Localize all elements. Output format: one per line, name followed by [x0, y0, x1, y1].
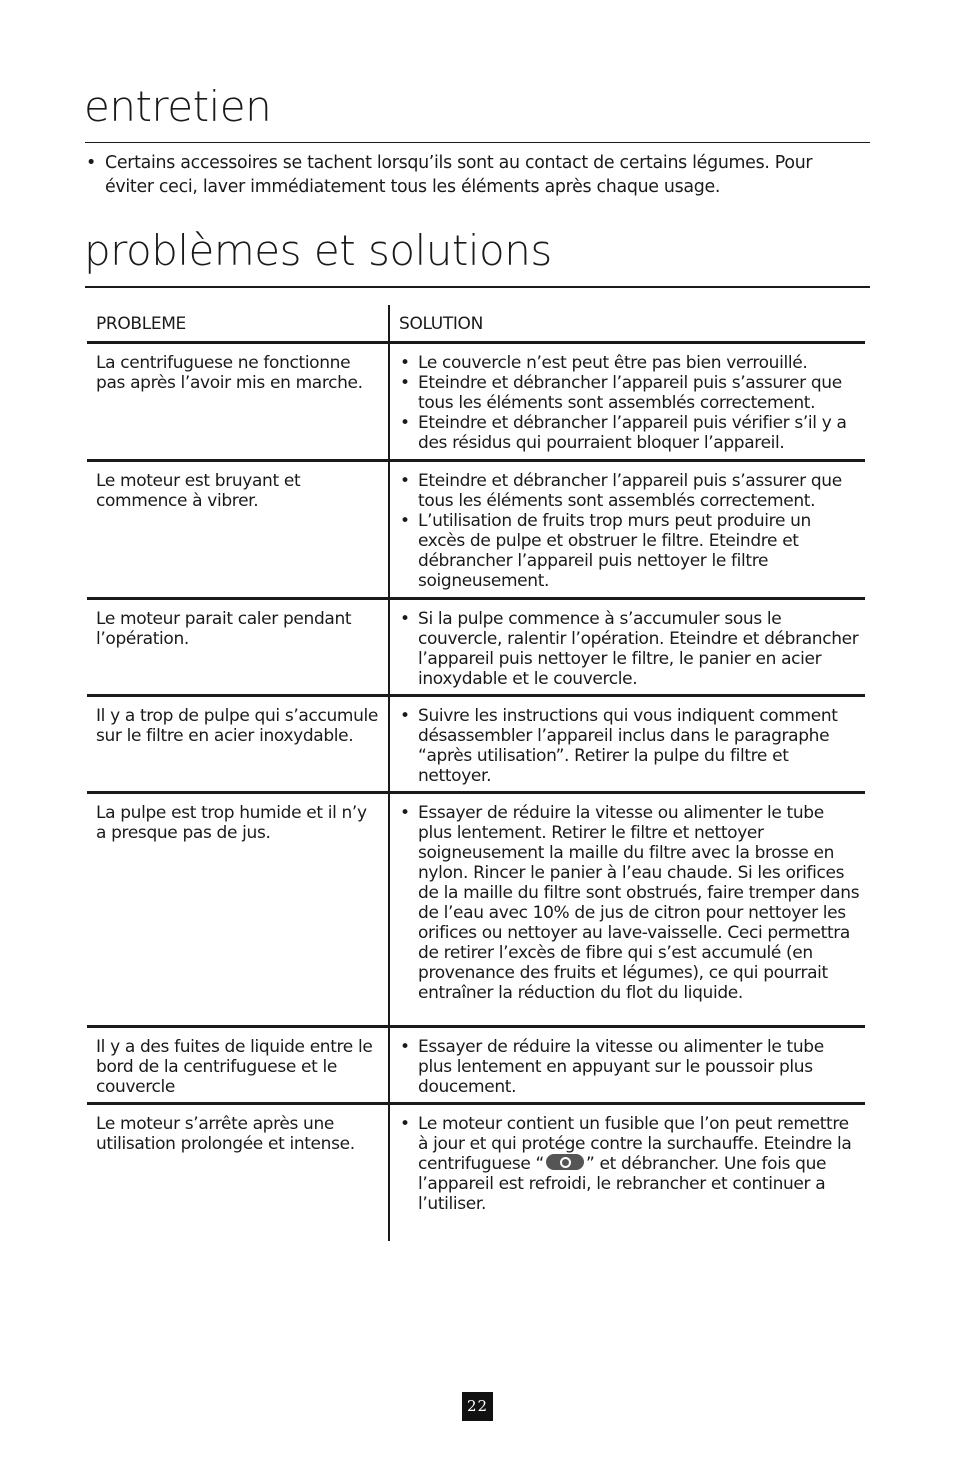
problem-cell: La pulpe est trop humide et il n’y a presque pas de jus. [87, 793, 389, 1027]
solution-cell [389, 461, 865, 599]
section-title-maintenance: entretien [84, 82, 272, 131]
troubleshooting-table [87, 305, 865, 1241]
solution-cell [389, 343, 865, 461]
table-header-row [87, 305, 865, 343]
solution-item: • Essayer de réduire la vitesse ou alimenter le tube plus lentement. Retirer le filtre et nettoyer soigneusement la maille du filtre avec la brosse en nylon. Rincer le panier à l’eau chaude. Si les orifices de la maille du filtre sont obstrués, faire tremper dans de l’eau avec 10% de jus de citron pour nettoyer les orifices ou nettoyer au lave-vaisselle. Ceci permettra de retirer l’excès de fibre qui s’est accumulé (en provenance des fruits et légumes), ce qui pourrait entraîner la réduction du flot du liquide. [399, 803, 861, 1003]
section-title-troubleshooting: problèmes et solutions [84, 226, 552, 275]
solution-cell [389, 599, 865, 696]
solution-text-before-icon: Le moteur contient un fusible que l’on peut remettre à jour et qui protége contre la surchauffe. Eteindre la centrifuguese “ [418, 1114, 852, 1174]
solution-cell [389, 696, 865, 793]
problem-cell: Il y a des fuites de liquide entre le bord de la centrifuguese et le couvercle [87, 1027, 389, 1104]
title-divider [85, 286, 870, 288]
table-row [87, 461, 865, 599]
title-divider [85, 142, 870, 143]
table-row [87, 793, 865, 1027]
problem-cell: La centrifuguese ne fonctionne pas après l’avoir mis en marche. [87, 343, 389, 461]
table-row [87, 599, 865, 696]
solution-text-after-icon: ” et débrancher. Une fois que l’appareil est refroidi, le rebrancher et continuer a l’utiliser. [418, 1154, 827, 1214]
table-row [87, 1027, 865, 1104]
problem-cell: Le moteur parait caler pendant l’opération. [87, 599, 389, 696]
solution-item: • L’utilisation de fruits trop murs peut produire un excès de pulpe et obstruer le filtre. Eteindre et débrancher l’appareil puis nettoyer le filtre soigneusement. [399, 511, 861, 591]
column-header-problem: PROBLEME [87, 305, 389, 343]
solution-item [399, 1114, 861, 1214]
table-row [87, 1104, 865, 1242]
solution-cell [389, 1104, 865, 1242]
problem-cell: Le moteur est bruyant et commence à vibrer. [87, 461, 389, 599]
table-row [87, 343, 865, 461]
solution-item: • Eteindre et débrancher l’appareil puis vérifier s’il y a des résidus qui pourraient bloquer l’appareil. [399, 413, 861, 453]
solution-cell [389, 793, 865, 1027]
bullet-mark: • [86, 153, 96, 173]
solution-item: • Eteindre et débrancher l’appareil puis s’assurer que tous les éléments sont assemblés correctement. [399, 373, 861, 413]
problem-cell: Le moteur s’arrête après une utilisation prolongée et intense. [87, 1104, 389, 1242]
solution-item: • Suivre les instructions qui vous indiquent comment désassembler l’appareil inclus dans le paragraphe “après utilisation”. Retirer la pulpe du filtre et nettoyer. [399, 706, 861, 786]
maintenance-bullet [86, 151, 866, 199]
table-row [87, 696, 865, 793]
solution-cell [389, 1027, 865, 1104]
solution-item: • Le couvercle n’est peut être pas bien verrouillé. [399, 353, 861, 373]
page-number: 22 [462, 1392, 493, 1421]
solution-item: • Si la pulpe commence à s’accumuler sous le couvercle, ralentir l’opération. Eteindre et débrancher l’appareil puis nettoyer le filtre, le panier en acier inoxydable et le couvercle. [399, 609, 861, 689]
column-header-solution: SOLUTION [399, 314, 483, 334]
maintenance-bullet-text: Certains accessoires se tachent lorsqu’ils sont au contact de certains légumes. Pour éviter ceci, laver immédiatement tous les éléments après chaque usage. [105, 153, 813, 197]
solution-item: • Essayer de réduire la vitesse ou alimenter le tube plus lentement en appuyant sur le poussoir plus doucement. [399, 1037, 861, 1097]
solution-item: • Eteindre et débrancher l’appareil puis s’assurer que tous les éléments sont assemblés correctement. [399, 471, 861, 511]
problem-cell: Il y a trop de pulpe qui s’accumule sur le filtre en acier inoxydable. [87, 696, 389, 793]
power-button-icon [546, 1154, 584, 1170]
